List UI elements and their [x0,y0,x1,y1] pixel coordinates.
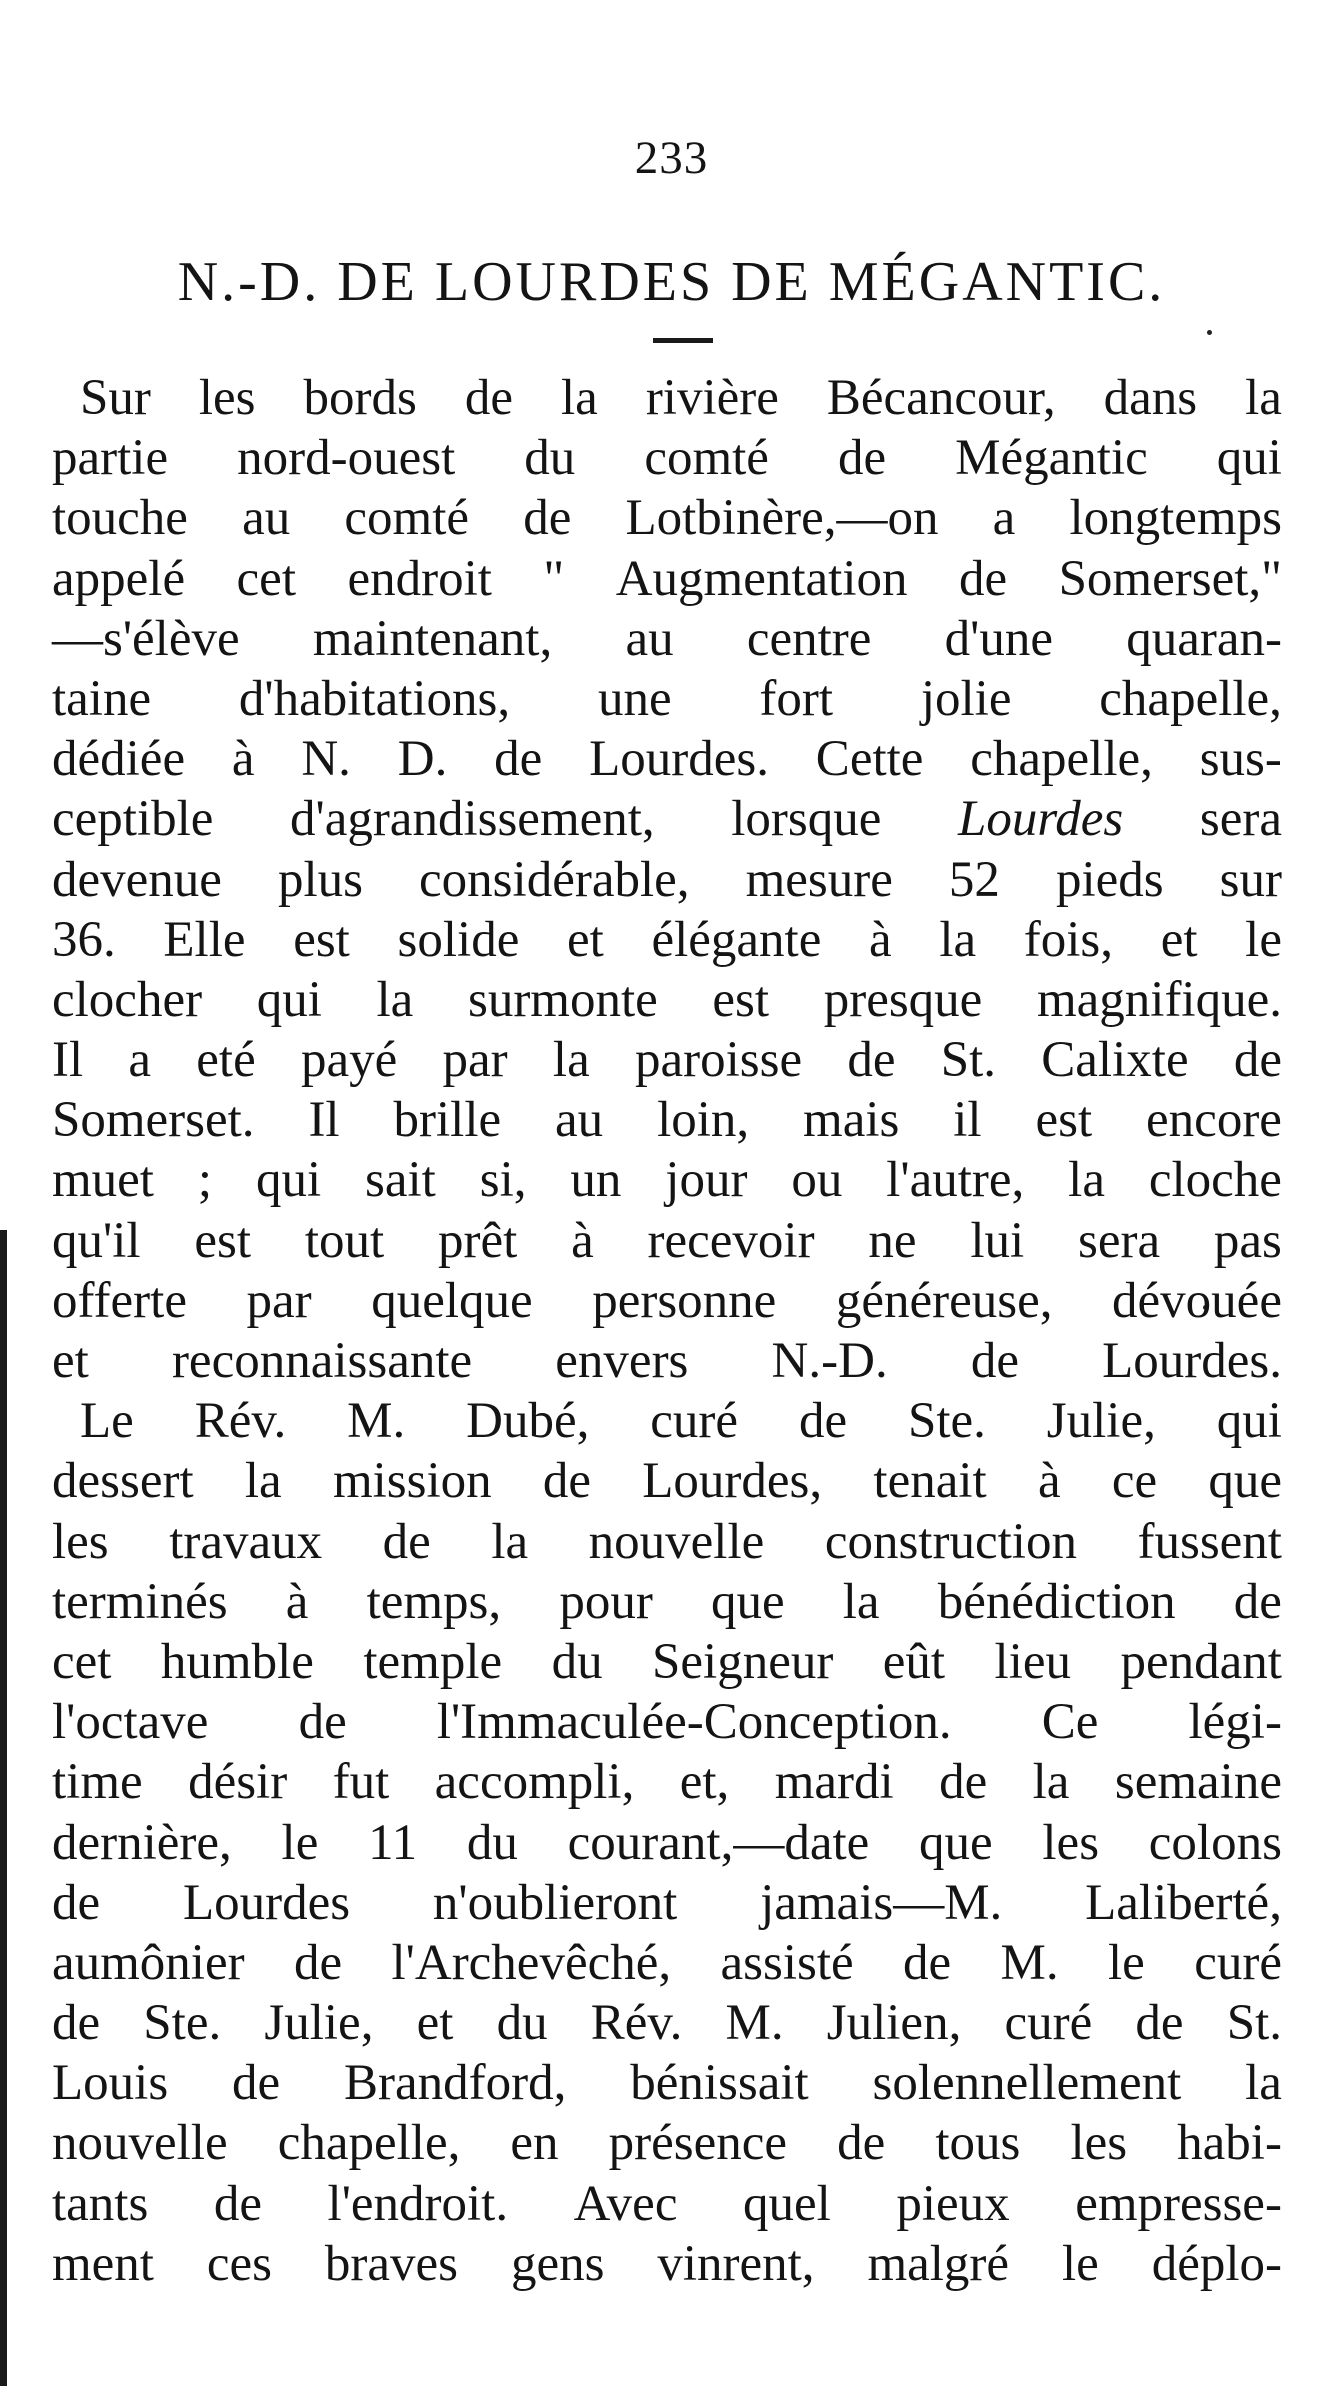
word: qui [255,1152,322,1209]
word: terminés [52,1573,228,1630]
word: humble [160,1633,314,1690]
word: loin, [657,1092,750,1149]
word: curé [1194,1934,1282,1991]
word: mesure [745,851,893,908]
word: a [128,1032,152,1089]
word: cet [236,550,296,607]
word: d'habitations, [238,670,511,727]
word: cloche [1148,1152,1282,1209]
word: au [625,610,674,667]
text-line [52,1632,1282,1692]
word: et [567,911,604,968]
word: Somerset. [52,1092,255,1149]
word: à [231,731,255,788]
word: ce [1111,1453,1158,1510]
word: que [1208,1453,1282,1510]
word: jour [665,1152,748,1209]
word: colons [1148,1814,1282,1871]
word: semaine [1114,1754,1282,1811]
word: ne [868,1212,917,1269]
word: rivière [645,370,779,426]
word: plus [277,851,363,908]
word: de [798,1393,848,1450]
word: l'autre, [886,1152,1025,1209]
text-line [52,609,1282,669]
word: de [1233,1032,1282,1089]
word: nord-ouest [237,430,456,487]
word: que [919,1814,993,1871]
word: accompli, [434,1754,635,1811]
article-heading: N.-D. DE LOURDES DE MÉGANTIC. [177,251,1166,313]
word: endroit [347,550,492,607]
word: pendant [1120,1633,1282,1690]
word: Ste. [143,1995,222,2052]
word: magnifique. [1036,971,1282,1028]
word: comté [644,430,769,487]
word: de [213,2175,262,2232]
word: dans [1103,370,1198,426]
word: de [382,1513,431,1570]
word: presque [823,971,983,1028]
word: ; [197,1152,213,1209]
word: de [298,1694,347,1751]
word: à [571,1212,594,1269]
text-line [52,368,1282,428]
word: M. [725,1995,784,2052]
word: N.-D. [771,1333,888,1389]
word: Il [308,1092,340,1149]
word: au [242,490,291,547]
word: fut [332,1754,390,1811]
word: de [837,2115,886,2172]
word: eté [196,1032,256,1089]
text-line [52,1271,1282,1331]
word: tants [52,2175,149,2232]
text-line [52,1090,1282,1150]
word: construction [824,1513,1077,1570]
word: Julie, [264,1995,374,2052]
word: élégante [651,911,822,968]
word: est [712,971,770,1028]
word: surmonte [467,971,658,1028]
word: et, [679,1754,730,1811]
word: de [464,370,513,426]
word: Calixte [1041,1032,1189,1089]
word: par [246,1272,312,1329]
word: sur [1219,851,1282,908]
word: Lourdes [957,791,1124,848]
word: au [555,1092,604,1149]
word: St. [1226,1995,1282,2052]
text-line [52,729,1282,789]
word: de [958,550,1008,607]
word: vinrent, [657,2235,815,2292]
text-line [52,1692,1282,1752]
word: lui [970,1212,1025,1269]
ink-speck [1207,330,1212,335]
word: d'une [944,610,1053,667]
word: Ste. [907,1393,986,1450]
word: les [1042,1814,1100,1871]
word: la [1068,1152,1105,1209]
word: chapelle, [970,731,1153,788]
text-line [52,2113,1282,2173]
word: lieu [994,1633,1072,1690]
word: eût [882,1633,946,1690]
word: le [1245,911,1282,968]
word: mais [803,1092,900,1149]
word: payé [301,1032,398,1089]
word: Rév. [194,1393,287,1450]
word: ces [206,2235,273,2292]
word: pieux [896,2175,1010,2232]
word: du [496,1995,548,2052]
word: bénédiction [937,1573,1176,1630]
word: n'oublieront [432,1874,678,1931]
word: Lourdes. [589,731,769,788]
word: dévouée [1112,1272,1282,1329]
word: Mégantic [955,430,1148,487]
text-line [52,2234,1282,2294]
word: D. [397,731,448,788]
word: de [939,1754,988,1811]
word: mission [332,1453,492,1510]
word: de [903,1934,952,1991]
word: le [1108,1934,1145,1991]
word: M. [347,1393,406,1450]
word: taine [52,670,152,727]
word: longtemps [1069,490,1282,547]
text-line [52,910,1282,970]
word: que [710,1573,785,1630]
word: la [1245,370,1282,426]
text-line [52,970,1282,1030]
word: Lotbinère,—on [625,490,939,547]
word: devenue [52,851,222,908]
word: les [52,1513,109,1570]
word: est [1035,1092,1093,1149]
word: si, [479,1152,527,1209]
word: recevoir [647,1212,815,1269]
word: offerte [52,1272,187,1329]
word: Lourdes, [642,1453,823,1510]
word: généreuse, [835,1272,1053,1329]
word: le [1061,2235,1099,2292]
word: par [442,1032,508,1089]
word: un [570,1152,622,1209]
word: dernière, [52,1814,232,1871]
word: pas [1213,1212,1282,1269]
word: N. [301,731,351,788]
word: légi- [1188,1694,1282,1751]
word: de [494,731,543,788]
word: chapelle, [277,2115,461,2172]
word: a [992,490,1016,547]
word: le [281,1814,319,1871]
word: la [244,1453,282,1510]
word: quel [743,2175,831,2232]
word: de [970,1333,1019,1389]
text-line [52,2053,1282,2113]
word: St. [940,1032,997,1089]
word: 52 [948,851,1000,908]
word: Cette [815,731,924,788]
word: temps, [366,1573,502,1630]
word: paroisse [634,1032,803,1089]
word: présence [608,2115,788,2172]
word: Brandford, [344,2055,567,2112]
word: l'endroit. [327,2175,509,2232]
word: et [1160,911,1198,968]
text-line [52,1391,1282,1451]
word: Bécancour, [826,370,1056,426]
word: ceptible [52,791,214,848]
word: encore [1146,1092,1282,1149]
word: fois, [1023,911,1114,968]
word: M. [1000,1934,1059,1991]
title-divider [653,338,713,343]
word: Lourdes. [1102,1333,1282,1389]
word: il [953,1092,982,1149]
word: la [939,911,977,968]
word: de [523,490,572,547]
word: assisté [720,1934,854,1991]
text-line [52,1873,1282,1933]
word: Avec [573,2175,678,2232]
word: déplo- [1151,2235,1282,2292]
word: solide [397,911,520,968]
word: Le [80,1393,134,1450]
word: dessert [52,1453,194,1510]
word: Lourdes [182,1874,351,1931]
word: de [1135,1995,1184,2052]
word: gens [510,2235,605,2292]
word: la [376,971,414,1028]
word: la [491,1513,529,1570]
word: de [232,2055,281,2112]
word: qui [256,971,322,1028]
word: nouvelle [588,1513,765,1570]
word: Somerset," [1058,550,1282,607]
word: quaran- [1126,610,1282,667]
word: sera [1078,1212,1161,1269]
word: tous [935,2115,1021,2172]
word: qui [1216,430,1282,487]
page-edge-rule [0,1230,7,2386]
word: bénissait [630,2055,809,2112]
text-line [52,789,1282,849]
word: désir [188,1754,288,1811]
word: time [52,1754,143,1811]
word: —s'élève [52,610,240,667]
word: prêt [437,1212,518,1269]
page-number: 233 [634,132,709,184]
word: curé [1004,1995,1093,2052]
word: à [1037,1453,1061,1510]
word: dédiée [52,731,186,788]
text-line [52,1512,1282,1572]
word: du [524,430,576,487]
word: Il [52,1032,84,1089]
word: et [52,1333,89,1389]
word: fussent [1137,1513,1282,1570]
word: reconnaissante [171,1333,473,1389]
word: les [1070,2115,1128,2172]
word: " [543,550,565,607]
word: pour [559,1573,653,1630]
word: de [837,430,887,487]
word: de [847,1032,896,1089]
word: la [561,370,598,426]
word: malgré [867,2235,1010,2292]
text-line [52,1211,1282,1271]
word: habi- [1177,2115,1282,2172]
word: partie [52,430,169,487]
word: d'agrandissement, [290,791,655,848]
word: Elle [163,911,246,968]
word: 11 [368,1814,418,1871]
word: personne [592,1272,777,1329]
word: travaux [169,1513,323,1570]
word: nouvelle [52,2115,228,2172]
word: à [869,911,892,968]
word: Julien, [826,1995,962,2052]
word: est [293,911,350,968]
word: l'Archevêché, [391,1934,672,1991]
word: Julie, [1046,1393,1156,1450]
text-line [52,1451,1282,1511]
word: courant,—date [567,1814,870,1871]
word: et [416,1995,454,2052]
text-line [52,1933,1282,1993]
word: Rév. [590,1995,683,2052]
word: Augmentation [615,550,908,607]
text-line [52,1752,1282,1812]
word: de [52,1874,101,1931]
word: solennellement [872,2055,1182,2112]
word: en [510,2115,559,2172]
word: centre [746,610,872,667]
word: est [194,1212,251,1269]
word: jolie [920,670,1012,727]
word: tenait [873,1453,987,1510]
word: muet [52,1152,154,1209]
word: considérable, [419,851,690,908]
word: une [597,670,672,727]
word: bords [303,370,417,426]
text-line [52,1150,1282,1210]
word: quelque [371,1272,533,1329]
word: fort [759,670,834,727]
text-line [52,1813,1282,1873]
text-line [52,1030,1282,1090]
word: cet [52,1633,112,1690]
word: qu'il [52,1212,141,1269]
word: de [52,1995,101,2052]
word: brille [393,1092,502,1149]
text-line [52,1993,1282,2053]
word: Dubé, [466,1393,590,1450]
word: appelé [52,550,186,607]
word: jamais—M. [760,1874,1003,1931]
word: à [285,1573,309,1630]
word: sera [1199,791,1282,848]
word: de [293,1934,343,1991]
word: chapelle, [1099,670,1282,727]
text-line [52,1331,1282,1391]
word: qui [1216,1393,1282,1450]
word: pieds [1055,851,1164,908]
word: envers [555,1333,689,1389]
word: ou [791,1152,843,1209]
word: l'Immaculée-Conception. [436,1694,952,1751]
word: l'octave [52,1694,209,1751]
word: la [1245,2055,1282,2112]
word: Seigneur [652,1633,834,1690]
word: 36. [52,911,116,968]
word: la [842,1573,880,1630]
word: braves [324,2235,459,2292]
word: mardi [774,1754,894,1811]
word: Sur [80,370,151,426]
word: Ce [1041,1694,1099,1751]
text-line [52,488,1282,548]
word: empresse- [1075,2175,1282,2232]
word: sait [365,1152,436,1209]
word: touche [52,490,188,547]
article-body [52,368,1282,2294]
text-line [52,850,1282,910]
word: aumônier [52,1934,245,1991]
text-line [52,2174,1282,2234]
text-line [52,1572,1282,1632]
word: comté [344,490,470,547]
word: de [1233,1573,1282,1630]
word: la [552,1032,590,1089]
word: sus- [1199,731,1282,788]
word: ment [52,2235,154,2292]
word: tout [304,1212,385,1269]
text-line [52,428,1282,488]
word: du [466,1814,518,1871]
word: temple [363,1633,503,1690]
text-line [52,669,1282,729]
word: lorsque [731,791,882,848]
word: les [198,370,256,426]
text-line [52,549,1282,609]
word: curé [650,1393,739,1450]
word: Laliberté, [1085,1874,1282,1931]
word: du [551,1633,603,1690]
word: de [542,1453,592,1510]
word: Louis [52,2055,169,2112]
word: clocher [52,971,203,1028]
word: maintenant, [312,610,553,667]
word: la [1032,1754,1070,1811]
